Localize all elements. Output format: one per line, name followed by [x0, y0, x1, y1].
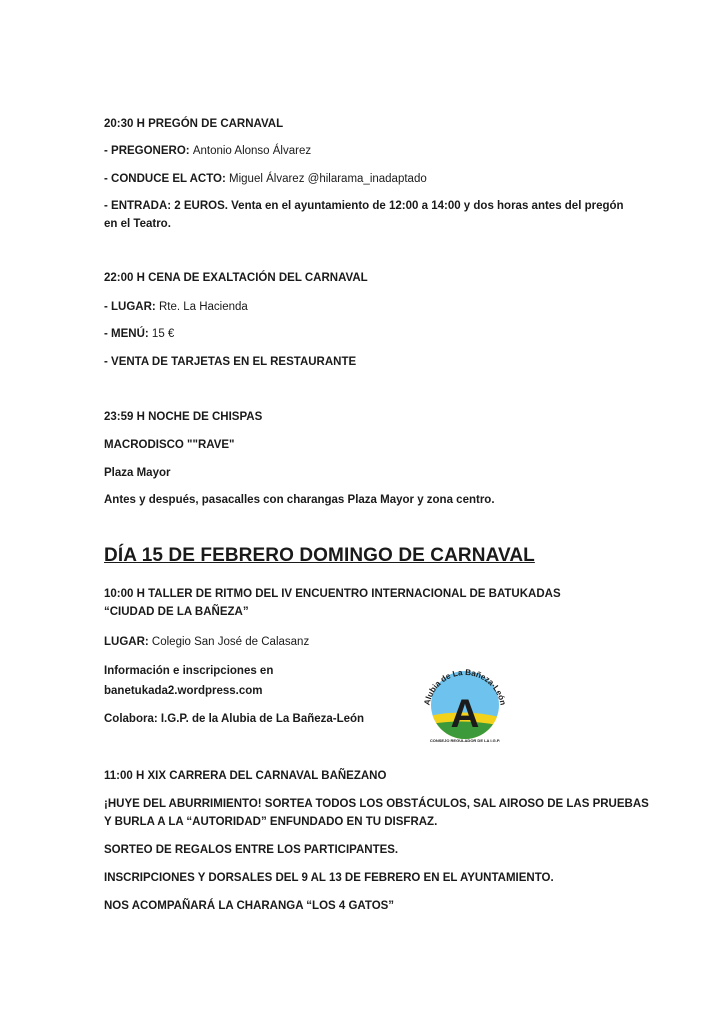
info-line1: Información e inscripciones en	[104, 665, 274, 677]
pregonero-value: Antonio Alonso Álvarez	[192, 145, 312, 157]
igp-alubia-logo	[415, 663, 513, 745]
cena-lugar-line	[104, 298, 248, 316]
menu-value: 15 €	[151, 328, 175, 340]
venta-tarjetas-text: - VENTA DE TARJETAS EN EL RESTAURANTE	[104, 356, 357, 368]
pregonero-line	[104, 142, 311, 160]
taller-heading-line1: 10:00 H TALLER DE RITMO DEL IV ENCUENTRO INTERNACIONAL DE BATUKADAS	[104, 588, 561, 600]
taller-lugar-line	[104, 633, 309, 651]
cena-heading: 22:00 H CENA DE EXALTACIÓN DEL CARNAVAL	[104, 272, 368, 284]
inscripciones-text: INSCRIPCIONES Y DORSALES DEL 9 AL 13 DE FEBRERO EN EL AYUNTAMIENTO.	[104, 872, 554, 884]
taller-lugar-value: Colegio San José de Calasanz	[151, 636, 310, 648]
entrada-text: - ENTRADA: 2 EUROS. Venta en el ayuntamiento de 12:00 a 14:00 y dos horas antes del pregón en el Teatro.	[104, 200, 624, 230]
pasacalles-text: Antes y después, pasacalles con charangas Plaza Mayor y zona centro.	[104, 494, 495, 506]
logo-arc-text: Alubia de La Bañeza-León	[422, 667, 508, 707]
macrodisco-text: MACRODISCO ""RAVE"	[104, 439, 235, 451]
chispas-heading: 23:59 H NOCHE DE CHISPAS	[104, 411, 263, 423]
cena-lugar-value: Rte. La Hacienda	[158, 301, 248, 313]
day-heading: DÍA 15 DE FEBRERO DOMINGO DE CARNAVAL	[104, 545, 535, 566]
conduce-label: - CONDUCE EL ACTO:	[104, 173, 226, 185]
plaza-mayor-text: Plaza Mayor	[104, 467, 171, 479]
info-line2: banetukada2.wordpress.com	[104, 685, 263, 697]
conduce-line	[104, 170, 427, 188]
menu-line	[104, 325, 174, 343]
cena-lugar-label: - LUGAR:	[104, 301, 156, 313]
sorteo-text: SORTEO DE REGALOS ENTRE LOS PARTICIPANTES.	[104, 844, 399, 856]
charanga-text: NOS ACOMPAÑARÁ LA CHARANGA “LOS 4 GATOS”	[104, 900, 395, 912]
menu-label: - MENÚ:	[104, 328, 149, 340]
taller-heading-line2: “CIUDAD DE LA BAÑEZA”	[104, 606, 249, 618]
logo-footer: CONSEJO REGULADOR DE LA I.G.P.	[429, 738, 501, 743]
logo-letter: A	[450, 692, 480, 736]
colabora-text: Colabora: I.G.P. de la Alubia de La Bañeza-León	[104, 713, 365, 725]
huye-line1: ¡HUYE DEL ABURRIMIENTO! SORTEA TODOS LOS OBSTÁCULOS, SAL AIROSO DE LAS PRUEBAS	[104, 798, 649, 810]
carrera-heading: 11:00 H XIX CARRERA DEL CARNAVAL BAÑEZANO	[104, 770, 387, 782]
pregon-heading: 20:30 H PREGÓN DE CARNAVAL	[104, 118, 284, 130]
pregonero-label: - PREGONERO:	[104, 145, 190, 157]
taller-lugar-label: LUGAR:	[104, 636, 149, 648]
huye-line2: Y BURLA A LA “AUTORIDAD” ENFUNDADO EN TU DISFRAZ.	[104, 816, 438, 828]
conduce-value: Miguel Álvarez @hilarama_inadaptado	[229, 173, 427, 185]
